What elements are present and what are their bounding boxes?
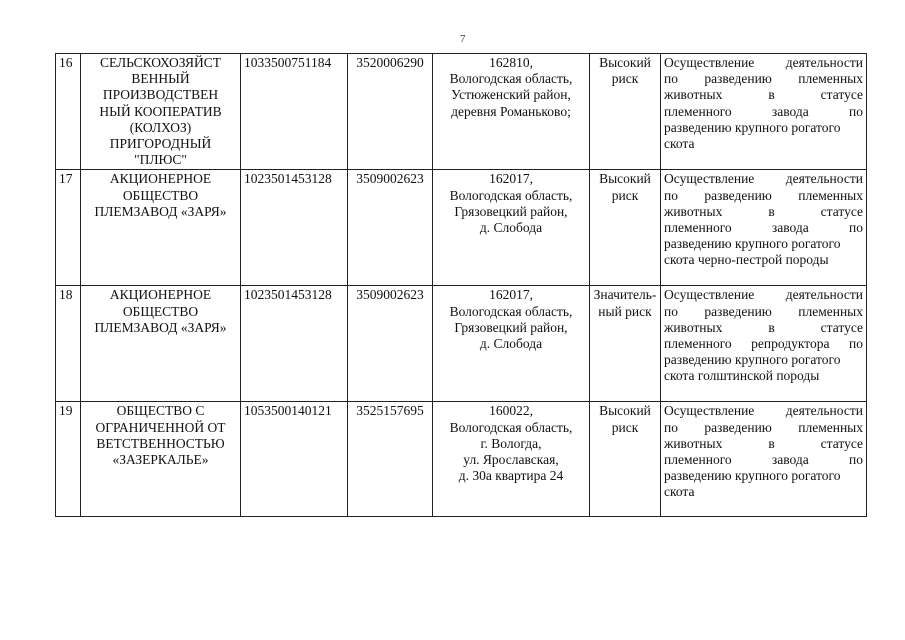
activity-line	[664, 236, 863, 252]
registry-table-body	[56, 54, 867, 517]
activity-word: племенных	[798, 419, 863, 435]
address-line: Вологодская область,	[449, 187, 573, 203]
activity-line	[664, 136, 863, 152]
activity-word: Осуществление	[664, 55, 755, 70]
address-line: Устюженский район,	[451, 87, 571, 103]
activity-word: скота	[664, 484, 695, 500]
organization-name-line: СЕЛЬСКОХОЗЯЙСТ	[99, 55, 222, 70]
activity-line	[664, 468, 863, 484]
activity-line	[664, 120, 863, 136]
organization-name-line: ВЕННЫЙ	[131, 71, 190, 87]
organization-name-cell	[81, 170, 241, 286]
activity-word: статусе	[820, 87, 863, 103]
activity-word: разведению крупного рогатого	[664, 119, 841, 135]
activity-line	[664, 484, 863, 500]
activity-word: Осуществление	[664, 403, 755, 419]
row-number-cell: 17	[56, 170, 81, 286]
organization-name-line: АКЦИОНЕРНОЕ	[109, 287, 212, 303]
activity-word: статусе	[820, 435, 863, 451]
activity-word: по	[664, 419, 678, 435]
activity-line	[664, 87, 863, 103]
ogrn-cell: 1023501453128	[241, 286, 348, 402]
activity-word: племенного	[664, 220, 732, 236]
activity-word: племенных	[798, 187, 863, 203]
activity-word: завода	[771, 103, 809, 119]
inn-cell: 3520006290	[348, 54, 433, 170]
row-number-cell: 16	[56, 54, 81, 170]
activity-word: по	[664, 187, 678, 203]
activity-word: в	[768, 319, 775, 335]
activity-word: в	[768, 87, 775, 103]
organization-name-line: «ЗАЗЕРКАЛЬЕ»	[112, 452, 209, 468]
activity-word: скота черно-пестрой породы	[664, 252, 829, 268]
activity-line	[664, 55, 863, 71]
activity-word: разведению	[704, 303, 772, 319]
activity-line	[664, 287, 863, 303]
table-row	[56, 170, 867, 286]
organization-name-cell	[81, 54, 241, 170]
activity-word: разведению крупного рогатого	[664, 468, 841, 484]
table-row	[56, 54, 867, 170]
organization-name-line: ПЛЕМЗАВОД «ЗАРЯ»	[94, 319, 227, 335]
activity-word: скота	[664, 136, 695, 152]
activity-word: разведению крупного рогатого	[664, 352, 841, 368]
address-cell	[433, 54, 590, 170]
activity-word: завода	[771, 220, 809, 236]
activity-word: Осуществление	[664, 171, 755, 187]
activity-word: племенного	[664, 452, 732, 468]
address-line: 162810,	[489, 55, 533, 70]
address-cell	[433, 286, 590, 402]
activity-word: статусе	[820, 203, 863, 219]
address-line: деревня Романьково;	[451, 103, 571, 119]
activity-word: животных	[664, 319, 723, 335]
activity-line	[664, 252, 863, 268]
activity-word: по	[849, 452, 863, 468]
risk-category-line: Высокий	[599, 403, 651, 419]
activity-word: по	[664, 303, 678, 319]
risk-category-cell	[590, 286, 661, 402]
organization-name-line: ПРОИЗВОДСТВЕН	[102, 87, 219, 103]
activity-word: разведению	[704, 71, 772, 87]
activity-word: деятельности	[785, 403, 863, 419]
address-line: ул. Ярославская,	[463, 452, 559, 468]
address-line: Грязовецкий район,	[454, 203, 568, 219]
address-line: Вологодская область,	[449, 303, 573, 319]
risk-category-line: риск	[611, 187, 639, 203]
address-line: г. Вологда,	[480, 435, 542, 451]
row-number-cell: 18	[56, 286, 81, 402]
organization-name-line: ПЛЕМЗАВОД «ЗАРЯ»	[94, 203, 227, 219]
organization-name-line: "ПЛЮС"	[134, 152, 187, 168]
inn-cell: 3509002623	[348, 170, 433, 286]
address-line: Вологодская область,	[449, 71, 573, 87]
registry-table	[55, 53, 867, 517]
activity-line	[664, 188, 863, 204]
activity-line	[664, 336, 863, 352]
activity-line	[664, 304, 863, 320]
organization-name-cell	[81, 402, 241, 517]
organization-name-line: ВЕТСТВЕННОСТЬЮ	[96, 435, 225, 451]
organization-name-line: ПРИГОРОДНЫЙ	[109, 136, 212, 152]
activity-word: по	[849, 336, 863, 352]
table-row	[56, 402, 867, 517]
risk-category-line: риск	[611, 419, 639, 435]
risk-category-line: риск	[611, 71, 639, 87]
activity-word: в	[768, 435, 775, 451]
address-line: Грязовецкий район,	[454, 319, 568, 335]
activity-description-cell	[661, 170, 867, 286]
activity-word: по	[849, 103, 863, 119]
activity-line	[664, 320, 863, 336]
activity-word: деятельности	[785, 287, 863, 303]
activity-line	[664, 420, 863, 436]
ogrn-cell: 1023501453128	[241, 170, 348, 286]
activity-word: животных	[664, 203, 723, 219]
risk-category-cell	[590, 54, 661, 170]
risk-category-cell	[590, 402, 661, 517]
address-line: 162017,	[489, 171, 533, 187]
activity-word: разведению	[704, 187, 772, 203]
activity-word: племенного	[664, 336, 732, 352]
address-line: Вологодская область,	[449, 419, 573, 435]
activity-word: по	[664, 71, 678, 87]
activity-line	[664, 71, 863, 87]
risk-category-line: Значитель-	[593, 287, 657, 303]
address-line: д. Слобода	[479, 220, 543, 236]
table-row	[56, 286, 867, 402]
activity-line	[664, 368, 863, 384]
activity-word: в	[768, 203, 775, 219]
address-cell	[433, 170, 590, 286]
activity-word: племенного	[664, 103, 732, 119]
activity-line	[664, 171, 863, 187]
activity-word: статусе	[820, 319, 863, 335]
activity-line	[664, 436, 863, 452]
activity-word: скота голштинской породы	[664, 368, 820, 384]
activity-line	[664, 104, 863, 120]
organization-name-line: НЫЙ КООПЕРАТИВ	[99, 103, 222, 119]
inn-cell: 3509002623	[348, 286, 433, 402]
inn-cell: 3525157695	[348, 402, 433, 517]
risk-category-line: Высокий	[599, 171, 651, 187]
activity-word: Осуществление	[664, 287, 755, 303]
activity-word: племенных	[798, 71, 863, 87]
activity-word: деятельности	[785, 55, 863, 70]
activity-word: племенных	[798, 303, 863, 319]
activity-line	[664, 452, 863, 468]
activity-description-cell	[661, 54, 867, 170]
risk-category-line: ный риск	[598, 303, 652, 319]
activity-word: разведению крупного рогатого	[664, 236, 841, 252]
page-number: 7	[460, 33, 466, 45]
activity-word: завода	[771, 452, 809, 468]
organization-name-cell	[81, 286, 241, 402]
activity-word: животных	[664, 87, 723, 103]
activity-word: животных	[664, 435, 723, 451]
ogrn-cell: 1053500140121	[241, 402, 348, 517]
activity-line	[664, 403, 863, 419]
organization-name-line: АКЦИОНЕРНОЕ	[109, 171, 212, 187]
activity-line	[664, 204, 863, 220]
organization-name-line: (КОЛХОЗ)	[129, 119, 192, 135]
address-cell	[433, 402, 590, 517]
organization-name-line: ОБЩЕСТВО	[122, 303, 199, 319]
activity-word: разведению	[704, 419, 772, 435]
organization-name-line: ОГРАНИЧЕННОЙ ОТ	[95, 419, 226, 435]
organization-name-line: ОБЩЕСТВО	[122, 187, 199, 203]
address-line: д. Слобода	[479, 336, 543, 352]
activity-word: деятельности	[785, 171, 863, 187]
address-line: д. 30а квартира 24	[458, 468, 564, 484]
organization-name-line: ОБЩЕСТВО С	[116, 403, 205, 419]
risk-category-cell	[590, 170, 661, 286]
activity-line	[664, 352, 863, 368]
activity-word: по	[849, 220, 863, 236]
activity-line	[664, 220, 863, 236]
risk-category-line: Высокий	[599, 55, 651, 70]
ogrn-cell: 1033500751184	[241, 54, 348, 170]
activity-word: репродуктора	[751, 336, 830, 352]
row-number-cell: 19	[56, 402, 81, 517]
activity-description-cell	[661, 286, 867, 402]
address-line: 160022,	[489, 403, 533, 419]
activity-description-cell	[661, 402, 867, 517]
address-line: 162017,	[489, 287, 533, 303]
